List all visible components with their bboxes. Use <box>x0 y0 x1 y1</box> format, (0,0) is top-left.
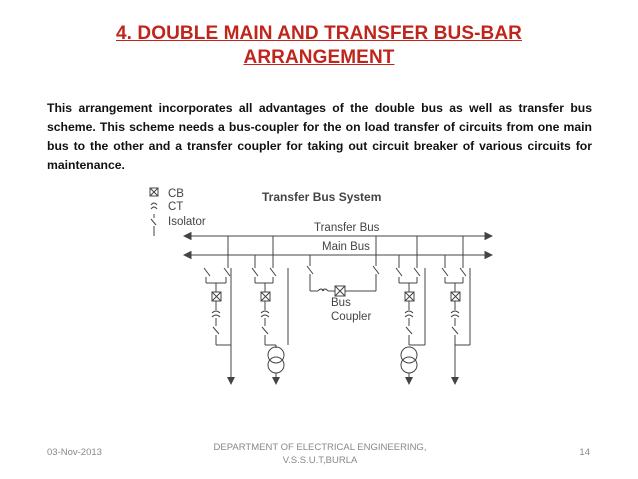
ct-legend-icon <box>151 203 157 209</box>
feeder-3-arrow-icon <box>405 377 413 385</box>
feeder-circuit-2 <box>252 236 288 379</box>
footer-page-number: 14 <box>579 447 590 458</box>
slide-title-line2: ARRANGEMENT <box>243 47 395 68</box>
footer-department-line1: DEPARTMENT OF ELECTRICAL ENGINEERING, <box>213 442 427 453</box>
transfer-bus-label: Transfer Bus <box>314 222 380 234</box>
diagram-heading: Transfer Bus System <box>262 190 382 204</box>
legend-ct-label: CT <box>168 201 184 213</box>
legend <box>150 188 206 236</box>
cb-legend-icon <box>150 188 158 196</box>
isolator-legend-icon <box>151 214 156 236</box>
slide-title-line1: 4. DOUBLE MAIN AND TRANSFER BUS-BAR <box>115 23 523 44</box>
feeder-circuit-4 <box>442 236 470 379</box>
feeder-circuit-3 <box>396 236 425 379</box>
main-bus-label: Main Bus <box>322 241 370 253</box>
feeder-2-arrow-icon <box>272 377 280 385</box>
legend-isolator-label: Isolator <box>168 216 206 228</box>
feeder-circuit-1 <box>204 236 231 379</box>
feeder-1-arrow-icon <box>227 377 235 385</box>
footer-date: 03-Nov-2013 <box>47 447 102 458</box>
footer-department <box>200 441 440 467</box>
legend-cb-label: CB <box>168 188 184 200</box>
footer-department-line2: V.S.S.U.T,BURLA <box>282 455 358 466</box>
description-paragraph: This arrangement incorporates all advantages of the double bus as well as transfer bus scheme. This scheme needs a bus-coupler for the on load transfer of circuits from one main bus to the other and a transfer coupler for taking out circuit breaker of various circuits for maintenance. <box>47 101 592 172</box>
feeder-4-arrow-icon <box>451 377 459 385</box>
bus-coupler-label-line1: Bus <box>331 297 351 309</box>
bus-coupler-label-line2: Coupler <box>331 311 372 323</box>
